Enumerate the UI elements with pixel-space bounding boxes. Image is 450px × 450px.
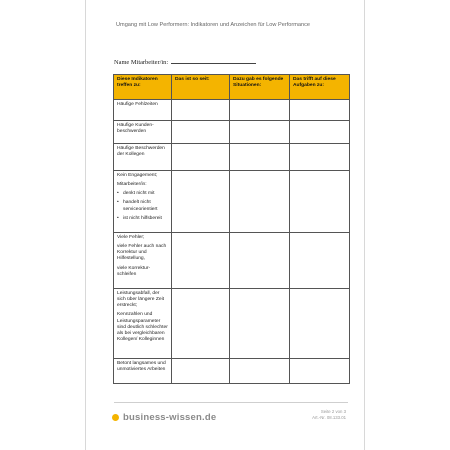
empty-cell[interactable] (230, 100, 290, 121)
table-row (114, 121, 350, 144)
empty-cell[interactable] (230, 233, 290, 289)
business-wissen-logo (112, 412, 216, 423)
empty-cell[interactable] (290, 233, 350, 289)
document-title: Umgang mit Low Performern: Indikatoren und Anzeichen für Low Performance (116, 22, 311, 28)
document-page (85, 0, 365, 450)
empty-cell[interactable] (290, 171, 350, 233)
empty-cell[interactable] (172, 233, 230, 289)
page-number: Seite 2 von 3 (320, 409, 346, 414)
table-row (114, 171, 350, 233)
header-since: Das ist so seit: (172, 75, 230, 100)
logo-text: business-wissen.de (123, 412, 217, 423)
empty-cell[interactable] (172, 171, 230, 233)
logo-dot-icon (112, 414, 119, 421)
bullet-item: • handelt nicht serviceorientiert (117, 200, 168, 212)
page-info (312, 409, 346, 422)
header-tasks: Das trifft auf diese Aufgaben zu: (290, 75, 350, 100)
empty-cell[interactable] (172, 121, 230, 144)
empty-cell[interactable] (290, 289, 350, 359)
empty-cell[interactable] (230, 289, 290, 359)
empty-cell[interactable] (172, 144, 230, 171)
indicator-cell: Viele Fehler; viele Fehler auch nach Korrektur und Hilfestellung, viele Korrektur-schleifen (114, 233, 172, 289)
indicator-table (113, 74, 350, 384)
empty-cell[interactable] (172, 359, 230, 384)
bullet-item: • denkt nicht mit (117, 191, 168, 197)
empty-cell[interactable] (290, 121, 350, 144)
indicator-cell: Häufige Kunden-beschwerden (114, 121, 172, 144)
indicator-cell: Kein Engagement; Mitarbeiter/in: • denkt nicht mit • handelt nicht serviceorientiert • ist nicht hilfsbereit (114, 171, 172, 233)
table-row (114, 100, 350, 121)
empty-cell[interactable] (230, 171, 290, 233)
empty-cell[interactable] (172, 289, 230, 359)
table-row (114, 233, 350, 289)
empty-cell[interactable] (230, 121, 290, 144)
indicator-cell: Betont langsames und unmotiviertes Arbeiten (114, 359, 172, 384)
indicator-cell: Häufige Fehlzeiten (114, 100, 172, 121)
table-row (114, 289, 350, 359)
empty-cell[interactable] (230, 359, 290, 384)
header-indicators: Diese Indikatoren treffen zu: (114, 75, 172, 100)
article-number: Art.-Nr. 08.133.01 (312, 415, 346, 421)
footer-divider (114, 402, 348, 403)
empty-cell[interactable] (172, 100, 230, 121)
name-underline (171, 57, 256, 64)
empty-cell[interactable] (290, 359, 350, 384)
indicator-cell: Häufige Beschwerden der Kollegen (114, 144, 172, 171)
empty-cell[interactable] (290, 100, 350, 121)
table-row (114, 359, 350, 384)
bullet-item: • ist nicht hilfsbereit (117, 216, 168, 222)
employee-name-label: Name Mitarbeiter/in: (114, 59, 169, 66)
table-header-row (114, 75, 350, 100)
indicator-cell: Leistungsabfall, der sich über längere Zeit erstreckt; Kennzahlen und Leistungsparameter sind deutlich schlechter als bei vergleichbaren Kollegen/ Kolleginnen (114, 289, 172, 359)
empty-cell[interactable] (230, 144, 290, 171)
table-row (114, 144, 350, 171)
empty-cell[interactable] (290, 144, 350, 171)
header-situations: Dazu gab es folgende Situationen: (230, 75, 290, 100)
employee-name-field (114, 57, 256, 66)
